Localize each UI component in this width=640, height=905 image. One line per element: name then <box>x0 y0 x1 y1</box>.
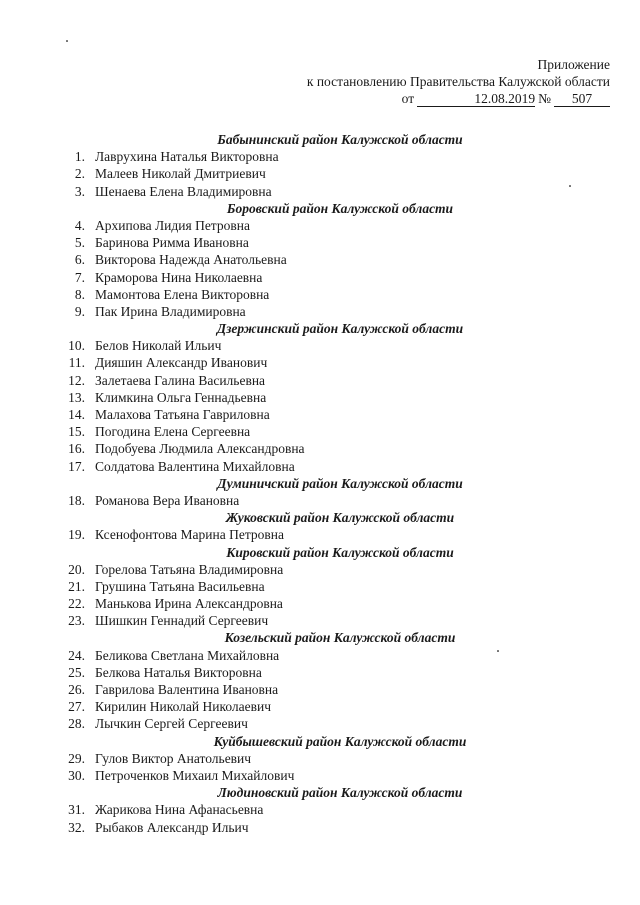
list-item-number: 29. <box>68 750 85 766</box>
list-item-number: 26. <box>68 682 85 697</box>
list-item-number: 5. <box>74 235 85 251</box>
district-heading: Куйбышевский район Калужской области <box>213 733 467 749</box>
list-item-number: 23. <box>68 613 85 629</box>
list-item-name: Беликова Светлана Михайловна <box>95 647 280 663</box>
list-item-number: 12. <box>68 372 85 388</box>
header-date: 12.08.2019 <box>417 91 535 107</box>
list-item-name: Ксенофонтова Марина Петровна <box>95 527 285 543</box>
list-item-number: 13. <box>68 389 85 405</box>
list-item-number: 11. <box>68 355 85 371</box>
list-item <box>0 251 640 268</box>
list-item-name: Рыбаков Александр Ильич <box>95 819 249 835</box>
list-item <box>0 269 640 286</box>
list-item <box>0 578 640 595</box>
list-item <box>0 561 640 578</box>
list-item-number: 19. <box>68 527 85 543</box>
list-item-number: 25. <box>68 664 85 680</box>
list-item-number: 30. <box>68 767 85 783</box>
list-item-number: 27. <box>68 699 85 715</box>
district-heading: Кировский район Калужской области <box>226 544 454 560</box>
list-item-number: 10. <box>68 338 85 354</box>
list-item <box>0 612 640 629</box>
list-item-name: Краморова Нина Николаевна <box>95 269 263 285</box>
list-item <box>0 389 640 406</box>
list-item-name: Климкина Ольга Геннадьевна <box>95 389 267 405</box>
list-item <box>0 458 640 475</box>
list-item-number: 28. <box>68 716 85 732</box>
header-resolution-ref: к постановлению Правительства Калужской области <box>306 74 610 89</box>
list-item-number: 14. <box>68 407 85 422</box>
list-item-number: 24. <box>68 647 85 663</box>
list-item <box>0 286 640 303</box>
list-item-number: 6. <box>74 252 85 268</box>
list-item-number: 18. <box>68 492 85 508</box>
list-item-name: Подобуева Людмила Александровна <box>95 441 305 457</box>
header-appendix-title: Приложение <box>537 57 610 72</box>
list-item-number: 7. <box>74 269 85 285</box>
list-item-name: Мамонтова Елена Викторовна <box>95 286 270 302</box>
list-item-name: Белкова Наталья Викторовна <box>95 664 262 680</box>
document-header <box>307 56 610 107</box>
header-number-label: № <box>538 91 551 106</box>
list-item <box>0 750 640 767</box>
list-item-name: Малахова Татьяна Гавриловна <box>95 407 270 422</box>
header-number: 507 <box>554 91 610 107</box>
list-item <box>0 423 640 440</box>
list-item-name: Грушина Татьяна Васильевна <box>95 578 265 594</box>
district-heading: Козельский район Калужской области <box>224 630 456 646</box>
list-item-number: 20. <box>68 561 85 577</box>
list-item <box>0 595 640 612</box>
list-item <box>0 337 640 354</box>
list-item-number: 15. <box>68 424 85 440</box>
list-item-name: Гаврилова Валентина Ивановна <box>95 682 279 697</box>
list-item-name: Белов Николай Ильич <box>95 338 222 354</box>
list-item <box>0 767 640 784</box>
district-list <box>0 131 640 836</box>
list-item <box>0 234 640 251</box>
list-item <box>0 372 640 389</box>
district-heading: Боровский район Калужской области <box>226 200 454 216</box>
list-item-number: 9. <box>74 303 85 319</box>
list-item-name: Лаврухина Наталья Викторовна <box>95 149 279 165</box>
list-item <box>0 715 640 732</box>
list-item-name: Малеев Николай Дмитриевич <box>95 166 266 182</box>
list-item <box>0 647 640 664</box>
list-item-name: Дияшин Александр Иванович <box>95 355 268 371</box>
list-item-name: Петроченков Михаил Михайлович <box>95 767 295 783</box>
district-heading: Бабынинский район Калужской области <box>217 132 463 147</box>
list-item-number: 8. <box>74 286 85 302</box>
list-item-name: Кирилин Николай Николаевич <box>95 699 272 715</box>
list-item-name: Солдатова Валентина Михайловна <box>95 458 295 474</box>
list-item-name: Баринова Римма Ивановна <box>95 235 249 251</box>
list-item-number: 1. <box>74 149 85 165</box>
list-item-name: Жарикова Нина Афанасьевна <box>95 802 264 818</box>
list-item <box>0 492 640 509</box>
list-item-number: 2. <box>74 166 85 182</box>
list-item-number: 16. <box>68 441 85 457</box>
list-item-name: Викторова Надежда Анатольевна <box>95 252 287 268</box>
list-item-name: Романова Вера Ивановна <box>95 492 240 508</box>
list-item-number: 21. <box>68 578 85 594</box>
list-item-name: Погодина Елена Сергеевна <box>95 424 251 440</box>
list-item-name: Лычкин Сергей Сергеевич <box>95 716 248 732</box>
list-item-number: 22. <box>68 596 85 612</box>
list-item <box>0 217 640 234</box>
list-item <box>0 165 640 182</box>
list-item <box>0 440 640 457</box>
list-item <box>0 819 640 836</box>
list-item <box>0 801 640 818</box>
list-item <box>0 526 640 543</box>
list-item-number: 17. <box>68 458 85 474</box>
list-item-name: Пак Ирина Владимировна <box>95 303 246 319</box>
district-heading: Дзержинский район Калужской области <box>216 321 464 337</box>
header-from-label: от <box>401 91 415 106</box>
list-item <box>0 406 640 423</box>
list-item <box>0 354 640 371</box>
list-item-number: 32. <box>68 819 85 835</box>
list-item-name: Гулов Виктор Анатольевич <box>95 750 252 766</box>
district-heading: Думиничский район Калужской области <box>217 475 463 491</box>
list-item-number: 31. <box>68 802 85 818</box>
list-item-name: Архипова Лидия Петровна <box>95 217 250 233</box>
list-item <box>0 698 640 715</box>
list-item-number: 4. <box>74 217 85 233</box>
list-item-name: Горелова Татьяна Владимировна <box>95 561 284 577</box>
list-item-name: Шишкин Геннадий Сергеевич <box>95 613 269 629</box>
list-item <box>0 148 640 165</box>
list-item <box>0 664 640 681</box>
list-item <box>0 183 640 200</box>
list-item <box>0 303 640 320</box>
scan-speck <box>66 40 68 42</box>
list-item-number: 3. <box>74 183 85 199</box>
list-item <box>0 681 640 698</box>
list-item-name: Шенаева Елена Владимировна <box>95 183 272 199</box>
district-heading: Жуковский район Калужской области <box>225 510 455 526</box>
list-item-name: Манькова Ирина Александровна <box>95 596 283 612</box>
header-date-number-line <box>402 90 610 107</box>
district-heading: Людиновский район Калужской области <box>217 785 463 801</box>
list-item-name: Залетаева Галина Васильевна <box>95 372 266 388</box>
